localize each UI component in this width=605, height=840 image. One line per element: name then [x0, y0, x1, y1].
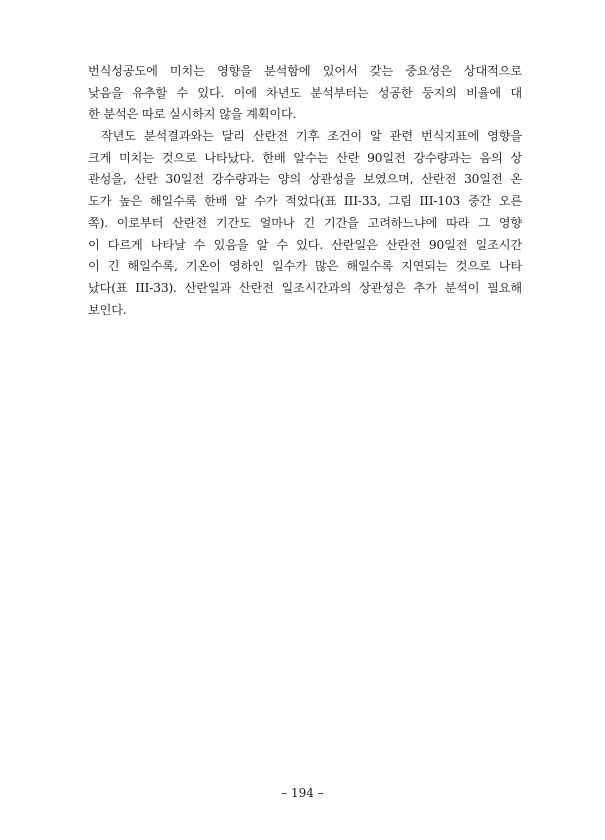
text-line: 도가 높은 해일수록 한배 알 수가 적었다(표 III-33, 그림 III-103 중간 오른 — [88, 194, 522, 209]
text-line: 한 분석은 따로 실시하지 않을 계획이다. — [88, 107, 297, 122]
text-line: 관성을, 산란 30일전 강수량과는 양의 상관성을 보였으며, 산란전 30일전 온 — [88, 172, 522, 187]
text-line: 번식성공도에 미치는 영향을 분석함에 있어서 갖는 중요성은 상대적으로 — [88, 64, 522, 78]
text-line: 났다(표 III-33). 산란일과 산란전 일조시간과의 상관성은 추가 분석이 필요해 — [88, 280, 522, 295]
text-line: 이 긴 해일수록, 기온이 영하인 일수가 많은 해일수록 지연되는 것으로 나타 — [88, 259, 522, 274]
page-number: – 194 – — [281, 786, 324, 800]
text-line: 쪽). 이로부터 산란전 기간도 얼마나 긴 기간을 고려하느냐에 따라 그 영향 — [88, 215, 522, 230]
paragraph-1 — [88, 61, 522, 126]
text-line: 크게 미치는 것으로 나타났다. 한배 알수는 산란 90일전 강수량과는 음의 상 — [88, 150, 522, 165]
paragraph-2 — [88, 126, 522, 321]
text-line: 보인다. — [88, 302, 127, 317]
text-line: 낮음을 유추할 수 있다. 이에 차년도 분석부터는 성공한 둥지의 비율에 대 — [88, 85, 522, 100]
text-line: 작년도 분석결과와는 달리 산란전 기후 조건이 알 관련 번식지표에 영향을 — [101, 129, 522, 144]
text-line: 이 다르게 나타날 수 있음을 알 수 있다. 산란일은 산란전 90일전 일조시간 — [88, 237, 522, 252]
body-text — [88, 61, 522, 321]
